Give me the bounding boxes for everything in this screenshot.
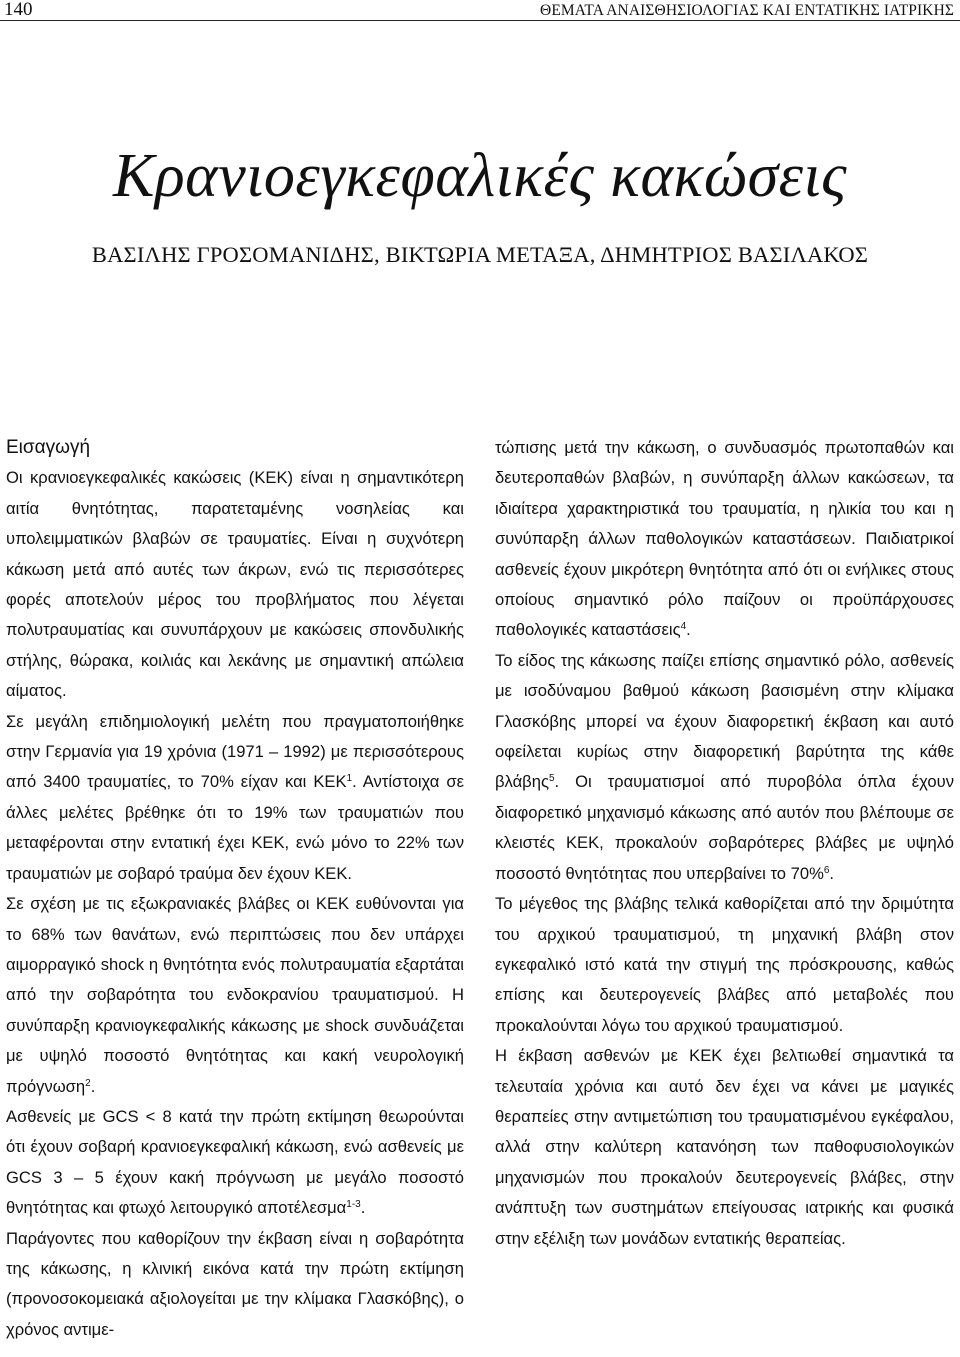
paragraph bbox=[495, 646, 954, 889]
reference-marker: 5 bbox=[548, 773, 555, 785]
paragraph-text: Η έκβαση ασθενών με ΚΕΚ έχει βελτιωθεί σημαντικά τα τελευταία χρόνια και αυτό δεν έχει να κάνει με μαγικές θεραπείες στην αντιμετώπιση του τραυματισμένου εγκέφαλου, αλλά στην καλύτερη κατανόηση των παθοφυσιολογικών μηχανισμών που προκαλούν δευτερογενείς βλάβες, στην ανάπτυξη των συστημάτων επείγουσας ιατρικής και φυσικά στην εξέλιξη των μονάδων εντατικής θεραπείας. bbox=[495, 1046, 954, 1248]
section-heading: Εισαγωγή bbox=[6, 437, 91, 458]
paragraph bbox=[6, 463, 464, 706]
article-title: Κρανιοεγκεφαλικές κακώσεις bbox=[113, 142, 847, 210]
paragraph bbox=[6, 889, 464, 1102]
paragraph bbox=[6, 1224, 464, 1346]
left-column bbox=[6, 433, 464, 1345]
reference-marker: 2 bbox=[85, 1077, 91, 1089]
reference-marker: 4 bbox=[680, 621, 687, 633]
paragraph-text: Σε σχέση με τις εξωκρανιακές βλάβες οι ΚΕΚ ευθύνονται για το 68% των θανάτων, ενώ περιπτώσεις που δεν υπάρχει αιμορραγικό shock η θνητότητα ενός πολυτραυματία εξαρτάται από την σοβαρότητα του ενδοκρανίου τραυματισμού. Η συνύπαρξη κρανιογκεφαλικής κάκωσης με shock συνδυάζεται με υψηλό ποσοστό θνητότητας και κακή νευρολογική πρόγνωση bbox=[6, 894, 464, 1096]
paragraph bbox=[6, 1102, 464, 1224]
paragraph bbox=[6, 707, 464, 889]
paragraph-text: . Οι τραυματισμοί από πυροβόλα όπλα έχουν διαφορετικό μηχανισμό κάκωσης από αυτόν που βλέπουμε σε κλειστές ΚΕΚ, προκαλούν σοβαρότερες βλάβες με υψηλό ποσοστό θνητότητας που υπερβαίνει το 70% bbox=[495, 772, 954, 883]
paragraph-text: Το είδος της κάκωσης παίζει επίσης σημαντικό ρόλο, ασθενείς με ισοδύναμου βαθμού κάκωση βασισμένη στην κλίμακα Γλασκόβης μπορεί να έχουν διαφορετική έκβαση και αυτό οφείλεται κυρίως στην διαφορετική βαρύτητα της κάθε βλάβης bbox=[495, 650, 954, 792]
paragraph bbox=[495, 889, 954, 1041]
running-head: ΘΕΜΑΤΑ ΑΝΑΙΣΘΗΣΙΟΛΟΓΙΑΣ ΚΑΙ ΕΝΤΑΤΙΚΗΣ ΙΑΤΡΙΚΗΣ bbox=[540, 2, 954, 19]
paragraph-text: Παράγοντες που καθορίζουν την έκβαση είναι η σοβαρότητα της κάκωσης, η κλινική εικόνα κατά την πρώτη εκτίμηση (προνοσοκομειακά αξιολογείται με την κλίμακα Γλασκόβης), ο χρόνος αντιμε- bbox=[6, 1228, 464, 1339]
paragraph bbox=[495, 433, 954, 646]
paragraph-text: . bbox=[360, 1198, 366, 1218]
paragraph bbox=[495, 1041, 954, 1254]
paragraph-text: τώπισης μετά την κάκωση, ο συνδυασμός πρωτοπαθών και δευτεροπαθών βλαβών, η συνύπαρξη άλλων κακώσεων, τα ιδιαίτερα χαρακτηριστικά του τραυματία, η ηλικία του και η συνύπαρξη άλλων παθολογικών καταστάσεων. Παιδιατρικοί ασθενείς έχουν μικρότερη θνητότητα από ότι οι ενήλικες στους οποίους σημαντικό ρόλο παίζουν οι προϋπάρχουσες παθολογικές καταστάσεις bbox=[495, 438, 954, 640]
page-header bbox=[0, 0, 960, 21]
paragraph-text: . bbox=[829, 863, 835, 883]
page-number: 140 bbox=[4, 0, 33, 20]
paragraph-text: Σε μεγάλη επιδημιολογική μελέτη που πραγματοποιήθηκε στην Γερμανία για 19 χρόνια (1971 – 1992) με περισσότερους από 3400 τραυματίες, το 70% είχαν και ΚΕΚ bbox=[6, 711, 464, 792]
article-authors: ΒΑΣΙΛΗΣ ΓΡΟΣΟΜΑΝΙΔΗΣ, ΒΙΚΤΩΡΙΑ ΜΕΤΑΞΑ, ΔΗΜΗΤΡΙΟΣ ΒΑΣΙΛΑΚΟΣ bbox=[91, 242, 869, 267]
paragraph-text: Οι κρανιοεγκεφαλικές κακώσεις (ΚΕΚ) είναι η σημαντικότερη αιτία θνητότητας, παρατεταμένης νοσηλείας και υπολειμματικών βλαβών σε τραυματίες. Είναι η συχνότερη κάκωση μετά από αυτές των άκρων, ενώ τις περισσότερες φορές αποτελούν μέρος του προβλήματος που λέγεται πολυτραυματίας και συνυπάρχουν με κακώσεις σπονδυλικής στήλης, θώρακα, κοιλιάς και λεκάνης με σημαντική απώλεια αίματος. bbox=[6, 468, 464, 701]
paragraph-text: . bbox=[686, 620, 691, 640]
paragraph-text: Το μέγεθος της βλάβης τελικά καθορίζεται από την δριμύτητα του αρχικού τραυματισμού, τη μηχανική βλάβη στον εγκεφαλικό ιστό κατά την στιγμή της πρόσκρουσης, καθώς επίσης και δευτερογενείς βλάβες από μεταβολές που προκαλούνται λόγω του αρχικού τραυματισμού. bbox=[495, 894, 954, 1035]
right-column bbox=[495, 433, 954, 1254]
paragraph-text: . bbox=[90, 1076, 96, 1096]
reference-marker: 1-3 bbox=[346, 1199, 361, 1211]
reference-marker: 1 bbox=[346, 773, 353, 785]
reference-marker: 6 bbox=[823, 864, 830, 876]
paragraph-text: . Αντίστοιχα σε άλλες μελέτες βρέθηκε ότι το 19% των τραυματιών που μεταφέρονται στην εντατική έχει ΚΕΚ, ενώ μόνο το 22% των τραυματιών με σοβαρό τραύμα δεν έχουν ΚΕΚ. bbox=[6, 772, 464, 883]
paragraph-text: Ασθενείς με GCS < 8 κατά την πρώτη εκτίμηση θεωρούνται ότι έχουν σοβαρή κρανιοεγκεφαλική κάκωση, ενώ ασθενείς με GCS 3 – 5 έχουν κακή πρόγνωση με μεγάλο ποσοστό θνητότητας και φτωχό λειτουργικό αποτέλεσμα bbox=[6, 1106, 464, 1218]
